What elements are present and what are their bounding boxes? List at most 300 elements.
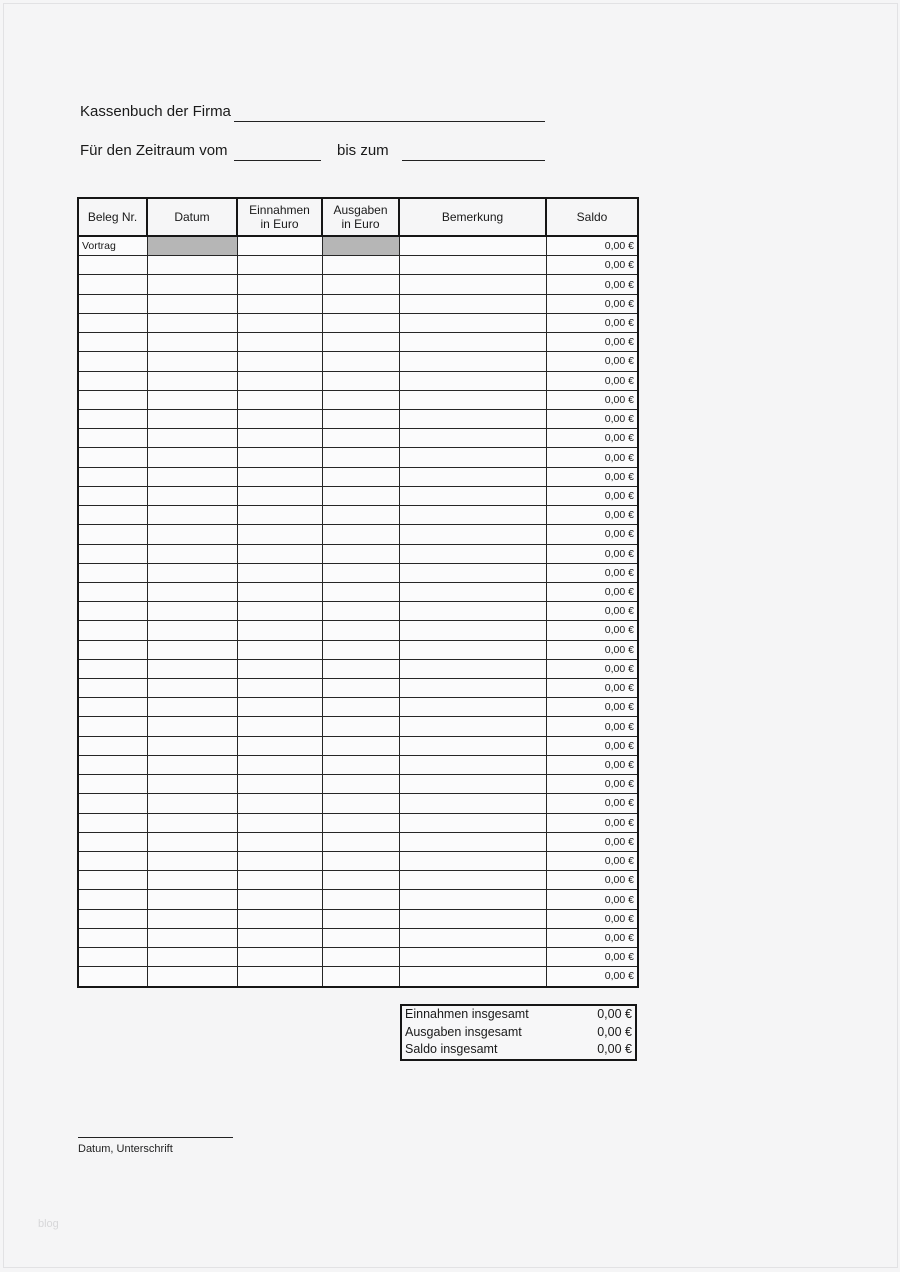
- cell-einnahmen: [237, 467, 322, 486]
- cell-ausgaben: [322, 409, 399, 428]
- cell-ausgaben: [322, 967, 399, 987]
- cell-beleg-nr: [78, 352, 147, 371]
- table-row: [78, 486, 638, 505]
- cell-bemerkung: [399, 813, 546, 832]
- cell-saldo: 0,00 €: [546, 794, 638, 813]
- table-row: [78, 409, 638, 428]
- table-row: [78, 448, 638, 467]
- table-header: [78, 198, 638, 236]
- cell-saldo: 0,00 €: [546, 544, 638, 563]
- cell-saldo: 0,00 €: [546, 602, 638, 621]
- cell-beleg-nr: [78, 967, 147, 987]
- cell-einnahmen: [237, 794, 322, 813]
- table-row: [78, 525, 638, 544]
- cell-datum: [147, 832, 237, 851]
- cell-ausgaben: [322, 333, 399, 352]
- cell-bemerkung: [399, 755, 546, 774]
- cell-beleg-nr: [78, 544, 147, 563]
- signature-label: Datum, Unterschrift: [78, 1143, 173, 1155]
- cell-datum: [147, 525, 237, 544]
- table-row: [78, 755, 638, 774]
- cell-bemerkung: [399, 775, 546, 794]
- table-row: [78, 333, 638, 352]
- cell-beleg-nr: [78, 659, 147, 678]
- cell-einnahmen: [237, 256, 322, 275]
- cell-saldo: 0,00 €: [546, 679, 638, 698]
- cell-ausgaben: [322, 390, 399, 409]
- cell-einnahmen: [237, 582, 322, 601]
- cell-saldo: 0,00 €: [546, 486, 638, 505]
- cell-bemerkung: [399, 909, 546, 928]
- cell-saldo: 0,00 €: [546, 352, 638, 371]
- cell-datum: [147, 582, 237, 601]
- summary-row-saldo: [405, 1041, 632, 1059]
- cell-einnahmen: [237, 813, 322, 832]
- cell-datum: [147, 736, 237, 755]
- cell-datum: [147, 679, 237, 698]
- cell-einnahmen: [237, 659, 322, 678]
- cell-datum: [147, 448, 237, 467]
- cell-bemerkung: [399, 794, 546, 813]
- cell-saldo: 0,00 €: [546, 275, 638, 294]
- cell-datum: [147, 275, 237, 294]
- table-row: [78, 717, 638, 736]
- cell-bemerkung: [399, 832, 546, 851]
- cell-einnahmen: [237, 890, 322, 909]
- cell-ausgaben: [322, 621, 399, 640]
- cell-beleg-nr: [78, 486, 147, 505]
- cell-ausgaben: [322, 275, 399, 294]
- cell-bemerkung: [399, 602, 546, 621]
- cell-beleg-nr: [78, 948, 147, 967]
- table-row: [78, 659, 638, 678]
- table-row: [78, 313, 638, 332]
- table-row: [78, 256, 638, 275]
- cell-datum: [147, 813, 237, 832]
- cell-saldo: 0,00 €: [546, 256, 638, 275]
- cell-bemerkung: [399, 352, 546, 371]
- cell-ausgaben: [322, 755, 399, 774]
- cell-einnahmen: [237, 679, 322, 698]
- cell-beleg-nr: [78, 371, 147, 390]
- table-row: [78, 948, 638, 967]
- cell-einnahmen: [237, 333, 322, 352]
- cell-datum: [147, 909, 237, 928]
- cell-beleg-nr: [78, 832, 147, 851]
- col-header-sublabel: in Euro: [341, 217, 380, 231]
- cell-saldo: 0,00 €: [546, 948, 638, 967]
- cell-datum: [147, 775, 237, 794]
- table-row: [78, 467, 638, 486]
- cell-ausgaben: [322, 890, 399, 909]
- cell-ausgaben: [322, 794, 399, 813]
- cell-ausgaben: [322, 659, 399, 678]
- cell-bemerkung: [399, 948, 546, 967]
- cell-saldo: 0,00 €: [546, 813, 638, 832]
- cell-bemerkung: [399, 544, 546, 563]
- cell-einnahmen: [237, 525, 322, 544]
- cell-einnahmen: [237, 275, 322, 294]
- cell-beleg-nr: [78, 256, 147, 275]
- cell-beleg-nr: [78, 506, 147, 525]
- cell-einnahmen: [237, 852, 322, 871]
- cell-einnahmen: [237, 871, 322, 890]
- cell-bemerkung: [399, 390, 546, 409]
- cell-datum: [147, 429, 237, 448]
- cell-einnahmen: [237, 967, 322, 987]
- cell-saldo: 0,00 €: [546, 409, 638, 428]
- table-row: [78, 275, 638, 294]
- cell-einnahmen: [237, 236, 322, 256]
- cell-saldo: 0,00 €: [546, 333, 638, 352]
- cell-saldo: 0,00 €: [546, 775, 638, 794]
- cell-bemerkung: [399, 852, 546, 871]
- cell-einnahmen: [237, 371, 322, 390]
- cell-ausgaben: [322, 602, 399, 621]
- cell-saldo: 0,00 €: [546, 448, 638, 467]
- cell-saldo: 0,00 €: [546, 717, 638, 736]
- cell-ausgaben: [322, 948, 399, 967]
- watermark-text: blog: [38, 1218, 59, 1230]
- cell-einnahmen: [237, 948, 322, 967]
- table-row: [78, 602, 638, 621]
- cell-bemerkung: [399, 256, 546, 275]
- col-header-datum: [147, 198, 237, 236]
- table-row: [78, 698, 638, 717]
- table-row: [78, 852, 638, 871]
- col-header-beleg-nr: [78, 198, 147, 236]
- cell-saldo: 0,00 €: [546, 698, 638, 717]
- table-row: [78, 890, 638, 909]
- cell-beleg-nr: [78, 333, 147, 352]
- cell-einnahmen: [237, 294, 322, 313]
- cell-bemerkung: [399, 294, 546, 313]
- table-row: [78, 429, 638, 448]
- cell-beleg-nr: [78, 409, 147, 428]
- period-to-label: bis zum: [337, 142, 389, 159]
- summary-box: [400, 1004, 637, 1061]
- cell-beleg-nr: [78, 275, 147, 294]
- cell-ausgaben: [322, 313, 399, 332]
- cell-datum: [147, 544, 237, 563]
- company-name-blank-line: [234, 121, 545, 122]
- table-row: [78, 832, 638, 851]
- table-row: [78, 236, 638, 256]
- cell-beleg-nr: [78, 871, 147, 890]
- cell-einnahmen: [237, 909, 322, 928]
- table-row: [78, 775, 638, 794]
- cell-ausgaben: [322, 429, 399, 448]
- cell-bemerkung: [399, 371, 546, 390]
- cell-beleg-nr: [78, 313, 147, 332]
- cell-bemerkung: [399, 698, 546, 717]
- cell-bemerkung: [399, 467, 546, 486]
- cell-datum: [147, 755, 237, 774]
- col-header-ausgaben: [322, 198, 399, 236]
- cell-bemerkung: [399, 313, 546, 332]
- cell-ausgaben: [322, 909, 399, 928]
- cell-datum: [147, 486, 237, 505]
- cell-beleg-nr: [78, 813, 147, 832]
- col-header-label: Bemerkung: [441, 209, 504, 224]
- col-header-bemerkung: [399, 198, 546, 236]
- table-row: [78, 736, 638, 755]
- cell-bemerkung: [399, 333, 546, 352]
- cell-beleg-nr: [78, 928, 147, 947]
- cell-bemerkung: [399, 736, 546, 755]
- cell-beleg-nr: [78, 429, 147, 448]
- cell-beleg-nr: [78, 582, 147, 601]
- cell-beleg-nr: [78, 852, 147, 871]
- cell-einnahmen: [237, 429, 322, 448]
- summary-label: Einnahmen insgesamt: [405, 1007, 529, 1022]
- cell-beleg-nr: [78, 563, 147, 582]
- cell-beleg-nr: [78, 621, 147, 640]
- table-row: [78, 928, 638, 947]
- cell-saldo: 0,00 €: [546, 390, 638, 409]
- cell-datum: [147, 313, 237, 332]
- cell-ausgaben: [322, 236, 399, 256]
- cell-saldo: 0,00 €: [546, 928, 638, 947]
- table-row: [78, 563, 638, 582]
- cell-ausgaben: [322, 775, 399, 794]
- cell-ausgaben: [322, 294, 399, 313]
- cell-einnahmen: [237, 775, 322, 794]
- cell-bemerkung: [399, 236, 546, 256]
- cell-ausgaben: [322, 371, 399, 390]
- cell-beleg-nr: [78, 448, 147, 467]
- cell-bemerkung: [399, 679, 546, 698]
- col-header-saldo: [546, 198, 638, 236]
- cell-beleg-nr: [78, 679, 147, 698]
- cell-saldo: 0,00 €: [546, 967, 638, 987]
- cell-datum: [147, 409, 237, 428]
- cell-datum: [147, 333, 237, 352]
- summary-row-ausgaben: [405, 1024, 632, 1042]
- cell-einnahmen: [237, 544, 322, 563]
- table-row: [78, 506, 638, 525]
- table-row: [78, 621, 638, 640]
- cell-datum: [147, 698, 237, 717]
- cell-saldo: 0,00 €: [546, 909, 638, 928]
- summary-value: 0,00 €: [597, 1024, 632, 1039]
- cell-saldo: 0,00 €: [546, 755, 638, 774]
- cell-ausgaben: [322, 352, 399, 371]
- table-row: [78, 679, 638, 698]
- cell-einnahmen: [237, 313, 322, 332]
- cell-saldo: 0,00 €: [546, 429, 638, 448]
- cell-beleg-nr: [78, 698, 147, 717]
- cell-ausgaben: [322, 256, 399, 275]
- cell-bemerkung: [399, 525, 546, 544]
- cell-ausgaben: [322, 928, 399, 947]
- cell-datum: [147, 371, 237, 390]
- cell-ausgaben: [322, 486, 399, 505]
- table-row: [78, 371, 638, 390]
- cell-ausgaben: [322, 717, 399, 736]
- cell-einnahmen: [237, 736, 322, 755]
- cell-ausgaben: [322, 852, 399, 871]
- cell-datum: [147, 236, 237, 256]
- period-to-blank-line: [402, 160, 545, 161]
- cell-beleg-nr: [78, 525, 147, 544]
- cell-datum: [147, 659, 237, 678]
- cell-einnahmen: [237, 755, 322, 774]
- table-row: [78, 390, 638, 409]
- cell-bemerkung: [399, 928, 546, 947]
- col-header-label: Ausgaben: [333, 202, 388, 217]
- cell-beleg-nr: Vortrag: [78, 236, 147, 256]
- cell-beleg-nr: [78, 890, 147, 909]
- cell-datum: [147, 948, 237, 967]
- cell-datum: [147, 871, 237, 890]
- cell-saldo: 0,00 €: [546, 467, 638, 486]
- cell-saldo: 0,00 €: [546, 640, 638, 659]
- cell-datum: [147, 294, 237, 313]
- summary-label: Saldo insgesamt: [405, 1042, 498, 1057]
- cell-einnahmen: [237, 563, 322, 582]
- cell-beleg-nr: [78, 909, 147, 928]
- cell-ausgaben: [322, 448, 399, 467]
- cell-ausgaben: [322, 871, 399, 890]
- cell-bemerkung: [399, 409, 546, 428]
- cell-datum: [147, 967, 237, 987]
- cell-datum: [147, 390, 237, 409]
- cell-saldo: 0,00 €: [546, 659, 638, 678]
- signature-line: [78, 1137, 233, 1138]
- cell-datum: [147, 352, 237, 371]
- cell-saldo: 0,00 €: [546, 890, 638, 909]
- cell-einnahmen: [237, 928, 322, 947]
- cell-saldo: 0,00 €: [546, 852, 638, 871]
- cell-ausgaben: [322, 813, 399, 832]
- cell-bemerkung: [399, 717, 546, 736]
- cell-einnahmen: [237, 717, 322, 736]
- col-header-sublabel: in Euro: [260, 217, 299, 231]
- summary-value: 0,00 €: [597, 1042, 632, 1057]
- cell-bemerkung: [399, 429, 546, 448]
- cell-bemerkung: [399, 275, 546, 294]
- col-header-label: Datum: [174, 209, 210, 224]
- cell-einnahmen: [237, 640, 322, 659]
- cashbook-table: [77, 197, 639, 988]
- cell-datum: [147, 852, 237, 871]
- cell-saldo: 0,00 €: [546, 313, 638, 332]
- cell-beleg-nr: [78, 294, 147, 313]
- cell-datum: [147, 717, 237, 736]
- cell-einnahmen: [237, 448, 322, 467]
- cell-datum: [147, 506, 237, 525]
- table-row: [78, 544, 638, 563]
- cell-ausgaben: [322, 467, 399, 486]
- cell-datum: [147, 602, 237, 621]
- summary-row-einnahmen: [405, 1006, 632, 1024]
- cell-bemerkung: [399, 659, 546, 678]
- cell-einnahmen: [237, 352, 322, 371]
- cell-ausgaben: [322, 563, 399, 582]
- cell-beleg-nr: [78, 717, 147, 736]
- cell-datum: [147, 794, 237, 813]
- table-body: [78, 236, 638, 987]
- cell-einnahmen: [237, 409, 322, 428]
- cell-saldo: 0,00 €: [546, 294, 638, 313]
- cell-bemerkung: [399, 506, 546, 525]
- cell-einnahmen: [237, 698, 322, 717]
- cell-datum: [147, 890, 237, 909]
- cell-bemerkung: [399, 640, 546, 659]
- cell-beleg-nr: [78, 755, 147, 774]
- cell-bemerkung: [399, 967, 546, 987]
- table-row: [78, 871, 638, 890]
- cell-ausgaben: [322, 506, 399, 525]
- cell-saldo: 0,00 €: [546, 371, 638, 390]
- cell-ausgaben: [322, 582, 399, 601]
- table-row: [78, 352, 638, 371]
- table-row: [78, 294, 638, 313]
- table-row: [78, 967, 638, 987]
- cell-saldo: 0,00 €: [546, 871, 638, 890]
- period-from-label: Für den Zeitraum vom: [80, 142, 228, 159]
- cell-ausgaben: [322, 640, 399, 659]
- cell-ausgaben: [322, 736, 399, 755]
- cell-einnahmen: [237, 390, 322, 409]
- cell-beleg-nr: [78, 602, 147, 621]
- col-header-label: Einnahmen: [249, 202, 310, 217]
- cell-ausgaben: [322, 698, 399, 717]
- cell-datum: [147, 640, 237, 659]
- table-row: [78, 582, 638, 601]
- cell-saldo: 0,00 €: [546, 582, 638, 601]
- cell-einnahmen: [237, 486, 322, 505]
- cell-saldo: 0,00 €: [546, 832, 638, 851]
- cell-bemerkung: [399, 871, 546, 890]
- cell-saldo: 0,00 €: [546, 736, 638, 755]
- col-header-label: Saldo: [576, 209, 608, 224]
- cell-beleg-nr: [78, 794, 147, 813]
- cell-datum: [147, 256, 237, 275]
- table-row: [78, 640, 638, 659]
- cell-ausgaben: [322, 544, 399, 563]
- cell-einnahmen: [237, 602, 322, 621]
- cell-datum: [147, 563, 237, 582]
- cell-saldo: 0,00 €: [546, 621, 638, 640]
- cell-ausgaben: [322, 679, 399, 698]
- cell-datum: [147, 928, 237, 947]
- cell-einnahmen: [237, 621, 322, 640]
- col-header-label: Beleg Nr.: [87, 209, 138, 224]
- cell-bemerkung: [399, 486, 546, 505]
- cell-einnahmen: [237, 832, 322, 851]
- cell-ausgaben: [322, 525, 399, 544]
- header-row: [78, 198, 638, 236]
- cell-datum: [147, 621, 237, 640]
- cell-einnahmen: [237, 506, 322, 525]
- cell-bemerkung: [399, 890, 546, 909]
- cell-saldo: 0,00 €: [546, 236, 638, 256]
- document-title: Kassenbuch der Firma: [80, 103, 231, 120]
- cell-ausgaben: [322, 832, 399, 851]
- cell-bemerkung: [399, 582, 546, 601]
- cell-beleg-nr: [78, 640, 147, 659]
- cell-saldo: 0,00 €: [546, 525, 638, 544]
- period-from-blank-line: [234, 160, 321, 161]
- cell-saldo: 0,00 €: [546, 506, 638, 525]
- cell-beleg-nr: [78, 390, 147, 409]
- cell-bemerkung: [399, 448, 546, 467]
- table-row: [78, 909, 638, 928]
- summary-label: Ausgaben insgesamt: [405, 1024, 522, 1039]
- cell-bemerkung: [399, 621, 546, 640]
